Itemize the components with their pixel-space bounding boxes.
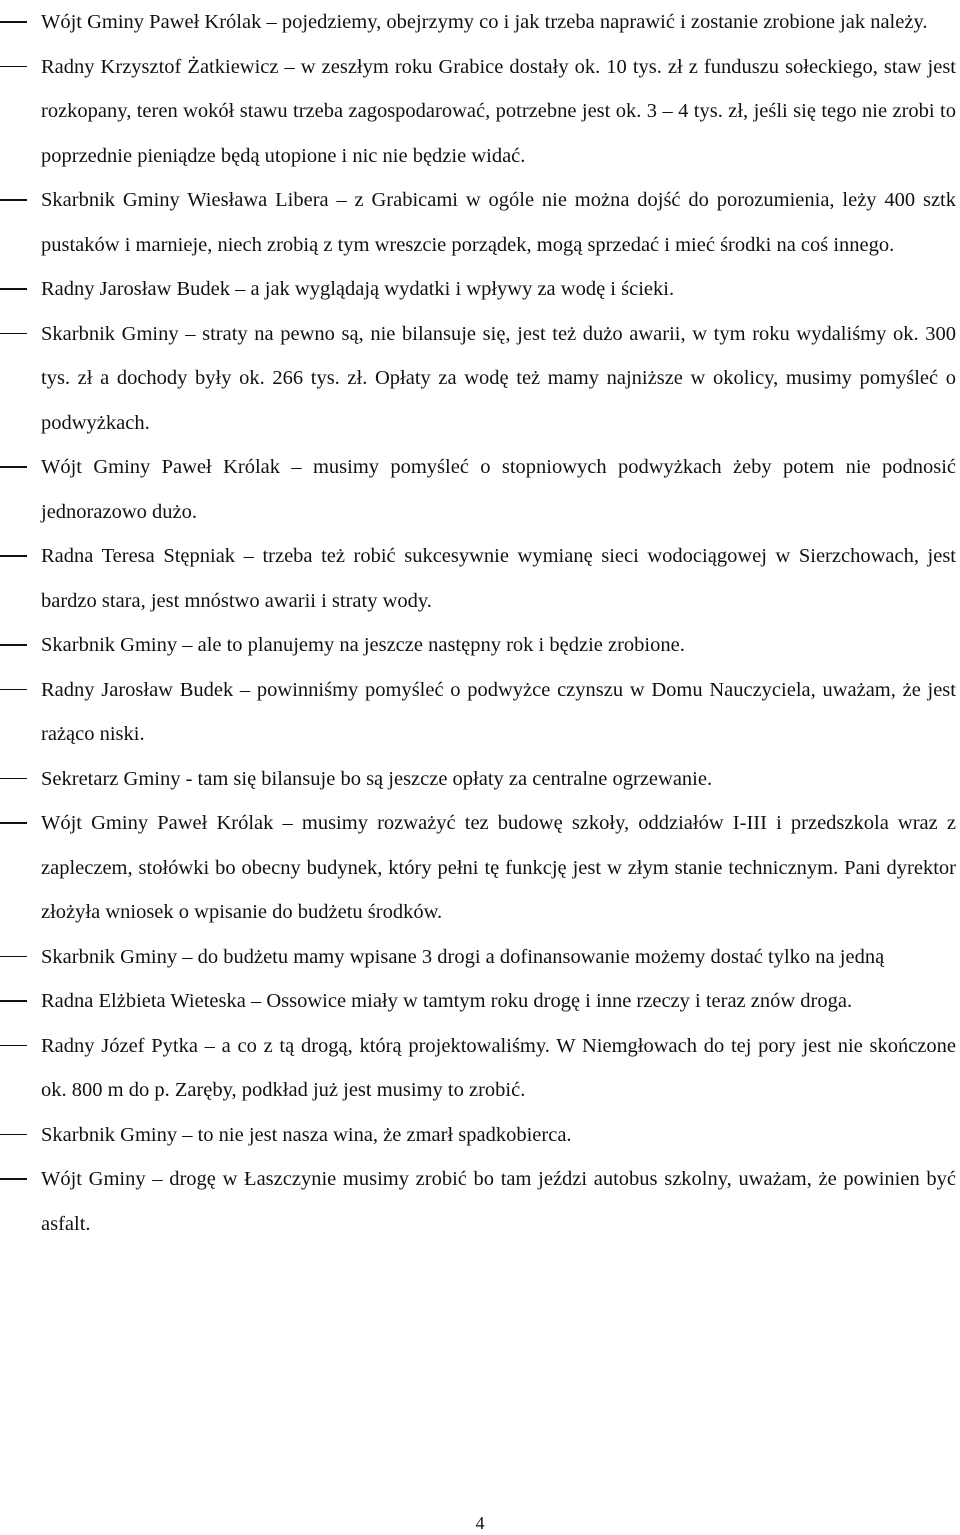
dash-bullet bbox=[0, 333, 27, 335]
statement-item bbox=[0, 534, 960, 623]
statement-text: Radny Jarosław Budek – powinniśmy pomyśleć o podwyżce czynszu w Domu Nauczyciela, uważam, że jest rażąco niski. bbox=[41, 678, 956, 745]
statement-text: Skarbnik Gminy – to nie jest nasza wina, że zmarł spadkobierca. bbox=[41, 1123, 572, 1146]
dash-bullet bbox=[0, 1178, 27, 1180]
dash-bullet bbox=[0, 199, 27, 201]
dash-bullet bbox=[0, 822, 27, 824]
statement-text: Wójt Gminy – drogę w Łaszczynie musimy zrobić bo tam jeździ autobus szkolny, uważam, że powinien być asfalt. bbox=[41, 1168, 956, 1235]
dash-bullet bbox=[0, 1000, 27, 1002]
statement-text: Sekretarz Gminy - tam się bilansuje bo są jeszcze opłaty za centralne ogrzewanie. bbox=[41, 767, 713, 790]
statement-text: Wójt Gminy Paweł Królak – musimy pomyśleć o stopniowych podwyżkach żeby potem nie podnosić jednorazowo dużo. bbox=[41, 456, 956, 523]
statement-text: Skarbnik Gminy – straty na pewno są, nie bilansuje się, jest też dużo awarii, w tym roku wydaliśmy ok. 300 tys. zł a dochody były ok. 266 tys. zł. Opłaty za wodę też mamy najniższe w okolicy, musimy pomyśleć o podwyżkach. bbox=[41, 322, 956, 434]
statement-text: Wójt Gminy Paweł Królak – musimy rozważyć tez budowę szkoły, oddziałów I-III i przedszkola wraz z zapleczem, stołówki bo obecny budynek, który pełni tę funkcję jest w złym stanie technicznym. Pani dyrektor złożyła wniosek o wpisanie do budżetu środków. bbox=[41, 812, 956, 923]
statement-item bbox=[0, 935, 960, 980]
dash-bullet bbox=[0, 466, 27, 468]
statement-text: Radny Jarosław Budek – a jak wyglądają wydatki i wpływy za wodę i ścieki. bbox=[41, 278, 675, 300]
statement-item bbox=[0, 668, 960, 757]
statement-text: Radna Elżbieta Wieteska – Ossowice miały w tamtym roku drogę i inne rzeczy i teraz znów droga. bbox=[41, 990, 853, 1012]
dash-bullet bbox=[0, 689, 27, 691]
statement-item bbox=[0, 178, 960, 267]
dash-bullet bbox=[0, 1134, 27, 1136]
dash-bullet bbox=[0, 21, 27, 23]
dash-bullet bbox=[0, 288, 27, 290]
statement-item bbox=[0, 445, 960, 534]
statement-item bbox=[0, 267, 960, 312]
dash-bullet bbox=[0, 644, 27, 646]
statement-text: Skarbnik Gminy – do budżetu mamy wpisane 3 drogi a dofinansowanie możemy dostać tylko na jedną bbox=[41, 945, 885, 968]
statement-item bbox=[0, 757, 960, 802]
statement-item bbox=[0, 1024, 960, 1113]
statement-item bbox=[0, 623, 960, 668]
statement-text: Skarbnik Gminy Wiesława Libera – z Grabicami w ogóle nie można dojść do porozumienia, leży 400 sztk pustaków i marnieje, niech zrobią z tym wreszcie porządek, mogą sprzedać i mieć środki na coś innego. bbox=[41, 189, 956, 256]
statement-text: Radny Krzysztof Żatkiewicz – w zeszłym roku Grabice dostały ok. 10 tys. zł z funduszu sołeckiego, staw jest rozkopany, teren wokół stawu trzeba zagospodarować, potrzebne jest ok. 3 – 4 tys. zł, jeśli się tego nie zrobi to poprzednie pieniądze będą utopione i nic nie będzie widać. bbox=[41, 55, 956, 167]
statement-text: Skarbnik Gminy – ale to planujemy na jeszcze następny rok i będzie zrobione. bbox=[41, 634, 685, 656]
statement-item bbox=[0, 1113, 960, 1158]
statement-text: Radny Józef Pytka – a co z tą drogą, którą projektowaliśmy. W Niemgłowach do tej pory jest nie skończone ok. 800 m do p. Zaręby, podkład już jest musimy to zrobić. bbox=[41, 1034, 956, 1101]
statement-item bbox=[0, 801, 960, 935]
dash-bullet bbox=[0, 66, 27, 68]
dash-bullet bbox=[0, 956, 27, 958]
statement-item bbox=[0, 979, 960, 1024]
page-number: 4 bbox=[475, 1513, 485, 1533]
dash-bullet bbox=[0, 1045, 27, 1047]
statement-item bbox=[0, 312, 960, 446]
statement-item bbox=[0, 1157, 960, 1246]
statement-text: Wójt Gminy Paweł Królak – pojedziemy, obejrzymy co i jak trzeba naprawić i zostanie zrobione jak należy. bbox=[41, 11, 928, 33]
statement-item bbox=[0, 45, 960, 179]
dash-bullet bbox=[0, 555, 27, 557]
dash-bullet bbox=[0, 778, 27, 780]
statement-item bbox=[0, 0, 960, 45]
statement-text: Radna Teresa Stępniak – trzeba też robić sukcesywnie wymianę sieci wodociągowej w Sierzchowach, jest bardzo stara, jest mnóstwo awarii i straty wody. bbox=[41, 545, 956, 612]
